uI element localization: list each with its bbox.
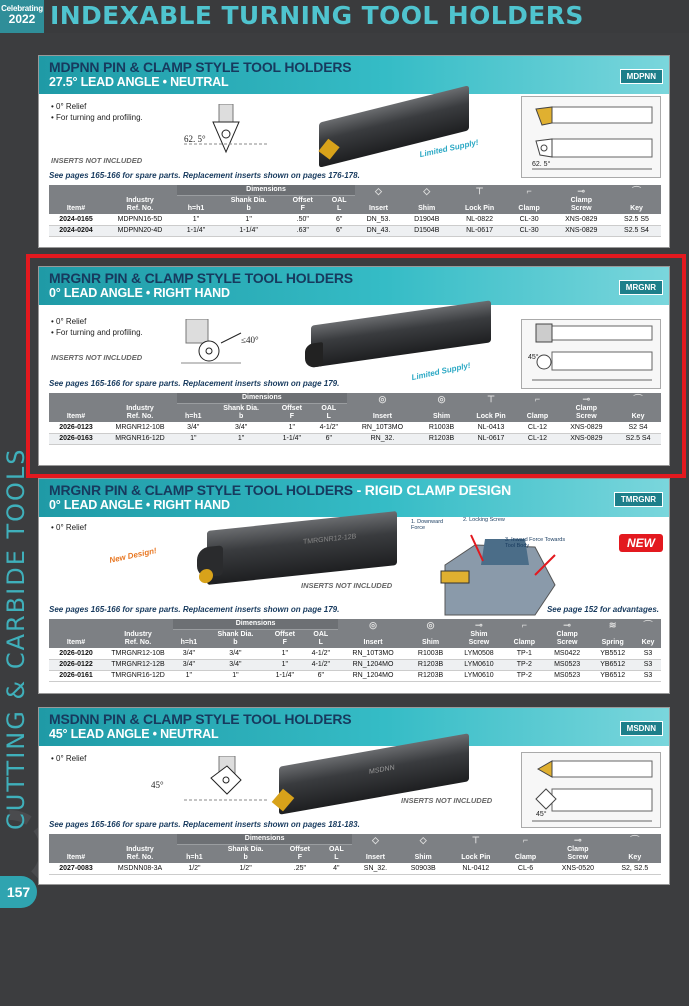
section-header: [39, 479, 669, 517]
col-key: Key: [612, 196, 661, 215]
tool-holder-image: [319, 85, 469, 167]
cell: D1904B: [402, 214, 452, 225]
inserts-not-included: INSERTS NOT INCLUDED: [51, 353, 143, 362]
spring-icon: ≋: [590, 619, 635, 630]
cell: 1": [266, 659, 303, 670]
spec-table: [49, 185, 661, 237]
table-row: [49, 214, 661, 225]
section-subtitle: 27.5° LEAD ANGLE • NEUTRAL: [49, 75, 229, 89]
bullet-item: • For turning and profiling.: [51, 328, 143, 337]
clamp-icon: ⌐: [505, 619, 544, 630]
col-dimensions: Dimensions: [177, 834, 352, 845]
cell: RN_1204MO: [338, 670, 408, 681]
cell: YB6512: [590, 659, 635, 670]
table-row: [49, 670, 661, 681]
cell: NL-0412: [448, 863, 504, 874]
col-key: Key: [609, 845, 661, 864]
badge-line2: 2022: [8, 12, 36, 26]
col-dimensions: Dimensions: [177, 185, 355, 196]
cell: 1": [210, 433, 273, 444]
cell: R1203B: [408, 670, 453, 681]
col-clamp: Clamp: [517, 404, 557, 423]
col-ref: Industry Ref. No.: [103, 834, 177, 863]
cell: TP-1: [505, 648, 544, 659]
screw-icon: ⊸: [547, 834, 609, 845]
insert-tip: [318, 139, 339, 160]
cell: 6": [323, 225, 355, 236]
key-icon: ⌒: [609, 834, 661, 845]
cell: R1203B: [418, 433, 464, 444]
cell: TP-2: [505, 659, 544, 670]
col-oal: OAL L: [323, 196, 355, 215]
key-icon: ⌒: [635, 619, 661, 630]
table-row: [49, 659, 661, 670]
col-ref: Industry Ref. No.: [103, 393, 177, 422]
limited-supply-label: Limited Supply!: [418, 137, 480, 160]
angle-diagram-icon: [179, 104, 279, 159]
cell: S3: [635, 670, 661, 681]
col-clampscrew: Clamp Screw: [558, 404, 616, 423]
insert-icon: ◎: [347, 393, 419, 404]
col-key: Key: [615, 404, 661, 423]
lock-pin-icon: ⊤: [451, 185, 507, 196]
insert-icon: ◇: [352, 834, 398, 845]
cell: XNS-0829: [558, 433, 616, 444]
cell: TMRGNR12-12B: [103, 659, 173, 670]
col-insert: Insert: [338, 630, 408, 649]
cell: 2026-0123: [49, 422, 103, 433]
cell: 2024-0165: [49, 214, 103, 225]
lock-pin-icon: ⊤: [465, 393, 518, 404]
section-tmrgnr: [38, 478, 670, 694]
col-item: Item#: [49, 619, 103, 648]
col-shank: Shank Dia. b: [210, 404, 273, 423]
cell: XNS-0829: [551, 225, 612, 236]
cell: 3/4": [173, 659, 205, 670]
col-shim: Shim: [402, 196, 452, 215]
col-clamp: Clamp: [505, 630, 544, 649]
section-title: [49, 482, 511, 498]
cell: S2, S2.5: [609, 863, 661, 874]
cell: LYM0508: [453, 648, 505, 659]
dimension-diagram: [521, 96, 661, 178]
cell: TMRGNR12-10B: [103, 648, 173, 659]
section-mdpnn: [38, 55, 670, 248]
clamp-icon: ⌐: [508, 185, 551, 196]
section-subtitle: 0° LEAD ANGLE • RIGHT HAND: [49, 498, 230, 512]
col-shimscrew: Shim Screw: [453, 630, 505, 649]
cell: D1504B: [402, 225, 452, 236]
shim-icon: ◇: [402, 185, 452, 196]
col-item: Item#: [49, 393, 103, 422]
cell: 2026-0161: [49, 670, 103, 681]
cell: CL-6: [504, 863, 547, 874]
page-number: 157: [0, 876, 37, 908]
cell: XNS-0520: [547, 863, 609, 874]
cell: S2.5 S4: [612, 225, 661, 236]
limited-supply-label: Limited Supply!: [410, 360, 472, 383]
cell: 4": [320, 863, 352, 874]
shim-icon: ◎: [418, 393, 464, 404]
cell: .25": [279, 863, 320, 874]
shim-screw-icon: ⊸: [453, 619, 505, 630]
col-hh1: h=h1: [177, 404, 210, 423]
bullet-list: [51, 102, 143, 124]
section-msdnn: [38, 707, 670, 885]
cell: 4-1/2": [304, 648, 339, 659]
cell: CL-12: [517, 422, 557, 433]
tool-engraving: TMRGNR12-12B: [303, 533, 357, 546]
cell: RN_1204MO: [338, 659, 408, 670]
screw-icon: ⊸: [551, 185, 612, 196]
insert-icon: ◇: [355, 185, 402, 196]
col-ref: Industry Ref. No.: [103, 185, 177, 214]
cell: DN_53.: [355, 214, 402, 225]
cell: NL-0413: [465, 422, 518, 433]
bullet-list: [51, 523, 86, 534]
cell: 2026-0120: [49, 648, 103, 659]
cell: CL-12: [517, 433, 557, 444]
angle-diagram-icon: [179, 756, 279, 811]
key-icon: ⌒: [612, 185, 661, 196]
cell: 6": [323, 214, 355, 225]
col-clamp: Clamp: [504, 845, 547, 864]
advantages-note: See page 152 for advantages.: [546, 605, 659, 614]
side-category-text: CUTTING & CARBIDE TOOLS: [2, 447, 30, 830]
bullet-item: • 0° Relief: [51, 754, 87, 763]
cell: TMRGNR16-12D: [103, 670, 173, 681]
col-oal: OAL L: [304, 630, 339, 649]
col-dimensions: Dimensions: [177, 393, 347, 404]
col-dimensions: Dimensions: [173, 619, 338, 630]
cell: 2026-0163: [49, 433, 103, 444]
cell: 3/4": [205, 659, 266, 670]
col-lockpin: Lock Pin: [451, 196, 507, 215]
cell: LYM0610: [453, 659, 505, 670]
callout-locking-screw: 2. Locking Screw: [463, 517, 505, 523]
tool-engraving: MSDNN: [369, 764, 395, 776]
cell: NL-0822: [451, 214, 507, 225]
section-title-suffix: - RIGID CLAMP DESIGN: [352, 482, 512, 498]
cell: MDPNN20-4D: [103, 225, 177, 236]
section-subtitle: 0° LEAD ANGLE • RIGHT HAND: [49, 286, 230, 300]
col-clampscrew: Clamp Screw: [551, 196, 612, 215]
cell: RN_10T3MO: [338, 648, 408, 659]
cell: 1": [273, 422, 311, 433]
badge-line1: Celebrating: [1, 4, 43, 13]
new-badge: NEW: [619, 534, 663, 552]
cell: 4-1/2": [311, 422, 347, 433]
clamp-icon: ⌐: [517, 393, 557, 404]
col-item: Item#: [49, 834, 103, 863]
page-header: [0, 0, 689, 33]
cell: S2 S4: [615, 422, 661, 433]
col-clamp: Clamp: [508, 196, 551, 215]
cell: R1003B: [408, 648, 453, 659]
bullet-list: [51, 754, 86, 765]
cell: MRGNR16-12D: [103, 433, 177, 444]
spec-table: [49, 619, 661, 682]
cell: 2026-0122: [49, 659, 103, 670]
cell: S2.5 S5: [612, 214, 661, 225]
col-clampscrew: Clamp Screw: [544, 630, 590, 649]
section-subtitle: 45° LEAD ANGLE • NEUTRAL: [49, 727, 219, 741]
cell: CL-30: [508, 214, 551, 225]
bullet-item: • 0° Relief: [51, 317, 87, 326]
cell: 1": [215, 214, 282, 225]
bullet-item: • 0° Relief: [51, 523, 87, 532]
cell: 1": [177, 433, 210, 444]
section-title: MDPNN PIN & CLAMP STYLE TOOL HOLDERS: [49, 59, 352, 75]
section-header: [39, 56, 669, 94]
cell: TP-2: [505, 670, 544, 681]
section-code-badge: MSDNN: [620, 721, 663, 736]
diagram-angle: 45°: [536, 811, 547, 818]
celebrating-badge: [0, 0, 44, 33]
cell: 1": [266, 648, 303, 659]
bullet-item: • 0° Relief: [51, 102, 87, 111]
cell: MDPNN16-5D: [103, 214, 177, 225]
lead-angle-label: 62. 5°: [184, 134, 206, 144]
cell: S2.5 S4: [615, 433, 661, 444]
key-icon: ⌒: [615, 393, 661, 404]
section-code-badge: MDPNN: [620, 69, 663, 84]
section-code-badge: TMRGNR: [614, 492, 663, 507]
cell: RN_32.: [347, 433, 419, 444]
cell: 1/2": [212, 863, 279, 874]
col-offset: Offset F: [273, 404, 311, 423]
col-shank: Shank Dia. b: [212, 845, 279, 864]
cell: XNS-0829: [558, 422, 616, 433]
cell: NL-0617: [451, 225, 507, 236]
callout-inward-force: 3. Inward Force Towards Tool Body: [505, 537, 566, 549]
cell: .63": [282, 225, 323, 236]
spec-table: [49, 834, 661, 875]
col-insert: Insert: [347, 404, 419, 423]
cell: .50": [282, 214, 323, 225]
col-shim: Shim: [418, 404, 464, 423]
col-oal: OAL L: [320, 845, 352, 864]
cell: 3/4": [173, 648, 205, 659]
screw-icon: ⊸: [558, 393, 616, 404]
cell: 1": [173, 670, 205, 681]
section-title: MRGNR PIN & CLAMP STYLE TOOL HOLDERS: [49, 270, 353, 286]
shim-icon: ◇: [399, 834, 448, 845]
cell: 6": [311, 433, 347, 444]
cell: 3/4": [205, 648, 266, 659]
diagram-angle: 62. 5°: [532, 161, 551, 168]
cell: DN_43.: [355, 225, 402, 236]
col-item: Item#: [49, 185, 103, 214]
callout-downward-force: 1. Downward Force: [411, 519, 444, 531]
cell: 3/4": [210, 422, 273, 433]
section-code-badge: MRGNR: [619, 280, 663, 295]
cell: R1003B: [418, 422, 464, 433]
spare-parts-note: See pages 165-166 for spare parts. Replacement inserts shown on pages 176-178.: [49, 171, 360, 180]
section-title-main: MRGNR PIN & CLAMP STYLE TOOL HOLDERS: [49, 482, 353, 498]
cell: 1": [177, 214, 215, 225]
cell: CL-30: [508, 225, 551, 236]
cell: 1-1/4": [273, 433, 311, 444]
cell: MS0523: [544, 659, 590, 670]
spare-parts-note: See pages 165-166 for spare parts. Replacement inserts shown on pages 181-183.: [49, 820, 360, 829]
dimension-diagram: [521, 752, 661, 828]
cell: 1-1/4": [177, 225, 215, 236]
cell: MRGNR12-10B: [103, 422, 177, 433]
cell: MS0422: [544, 648, 590, 659]
page-title: INDEXABLE TURNING TOOL HOLDERS: [50, 1, 584, 30]
col-insert: Insert: [352, 845, 398, 864]
table-row: [49, 648, 661, 659]
col-lockpin: Lock Pin: [465, 404, 518, 423]
diagram-angle: 45°: [528, 354, 539, 361]
cell: 2024-0204: [49, 225, 103, 236]
cell: 2027-0083: [49, 863, 103, 874]
shim-icon: ◎: [408, 619, 453, 630]
lead-angle-label: 45°: [151, 780, 164, 790]
col-oal: OAL L: [311, 404, 347, 423]
section-title: MSDNN PIN & CLAMP STYLE TOOL HOLDERS: [49, 711, 352, 727]
highlight-frame: [26, 254, 686, 478]
spare-parts-note: See pages 165-166 for spare parts. Replacement inserts shown on page 179.: [49, 605, 340, 614]
cell: MS0523: [544, 670, 590, 681]
cell: R1203B: [408, 659, 453, 670]
col-shank: Shank Dia. b: [205, 630, 266, 649]
col-insert: Insert: [355, 196, 402, 215]
cell: 1": [205, 670, 266, 681]
col-offset: Offset F: [282, 196, 323, 215]
table-row: [49, 863, 661, 874]
section-header: [39, 708, 669, 746]
inserts-not-included: INSERTS NOT INCLUDED: [401, 796, 493, 805]
col-key: Key: [635, 630, 661, 649]
cell: 1-1/4": [215, 225, 282, 236]
cell: 4-1/2": [304, 659, 339, 670]
cell: SN_32.: [352, 863, 398, 874]
cell: S3: [635, 648, 661, 659]
screw-icon: ⊸: [544, 619, 590, 630]
col-hh1: h=h1: [177, 845, 212, 864]
col-offset: Offset F: [266, 630, 303, 649]
lead-angle-label: ≤40°: [241, 335, 259, 345]
insert-icon: ◎: [338, 619, 408, 630]
table-row: [49, 225, 661, 236]
new-design-label: New Design!: [108, 546, 158, 565]
col-clampscrew: Clamp Screw: [547, 845, 609, 864]
col-shank: Shank Dia. b: [215, 196, 282, 215]
cell: LYM0610: [453, 670, 505, 681]
spare-parts-note: See pages 165-166 for spare parts. Replacement inserts shown on page 179.: [49, 379, 340, 388]
col-offset: Offset F: [279, 845, 320, 864]
cell: S3: [635, 659, 661, 670]
cell: NL-0617: [465, 433, 518, 444]
inserts-not-included: INSERTS NOT INCLUDED: [51, 156, 143, 165]
col-shim: Shim: [399, 845, 448, 864]
col-spring: Spring: [590, 630, 635, 649]
cell: YB6512: [590, 670, 635, 681]
col-hh1: h=h1: [177, 196, 215, 215]
cell: XNS-0829: [551, 214, 612, 225]
bullet-item: • For turning and profiling.: [51, 113, 143, 122]
clamp-icon: ⌐: [504, 834, 547, 845]
cell: 1-1/4": [266, 670, 303, 681]
inserts-not-included: INSERTS NOT INCLUDED: [301, 581, 393, 590]
cell: 6": [304, 670, 339, 681]
cell: 1/2": [177, 863, 212, 874]
col-hh1: h=h1: [173, 630, 205, 649]
cell: MSDNN08-3A: [103, 863, 177, 874]
insert-tip: [199, 568, 213, 583]
cell: RN_10T3MO: [347, 422, 419, 433]
cell: YB5512: [590, 648, 635, 659]
tool-holder-image: [207, 511, 397, 585]
col-ref: Industry Ref. No.: [103, 619, 173, 648]
cell: 3/4": [177, 422, 210, 433]
col-lockpin: Lock Pin: [448, 845, 504, 864]
lock-pin-icon: ⊤: [448, 834, 504, 845]
col-shim: Shim: [408, 630, 453, 649]
cell: S0903B: [399, 863, 448, 874]
